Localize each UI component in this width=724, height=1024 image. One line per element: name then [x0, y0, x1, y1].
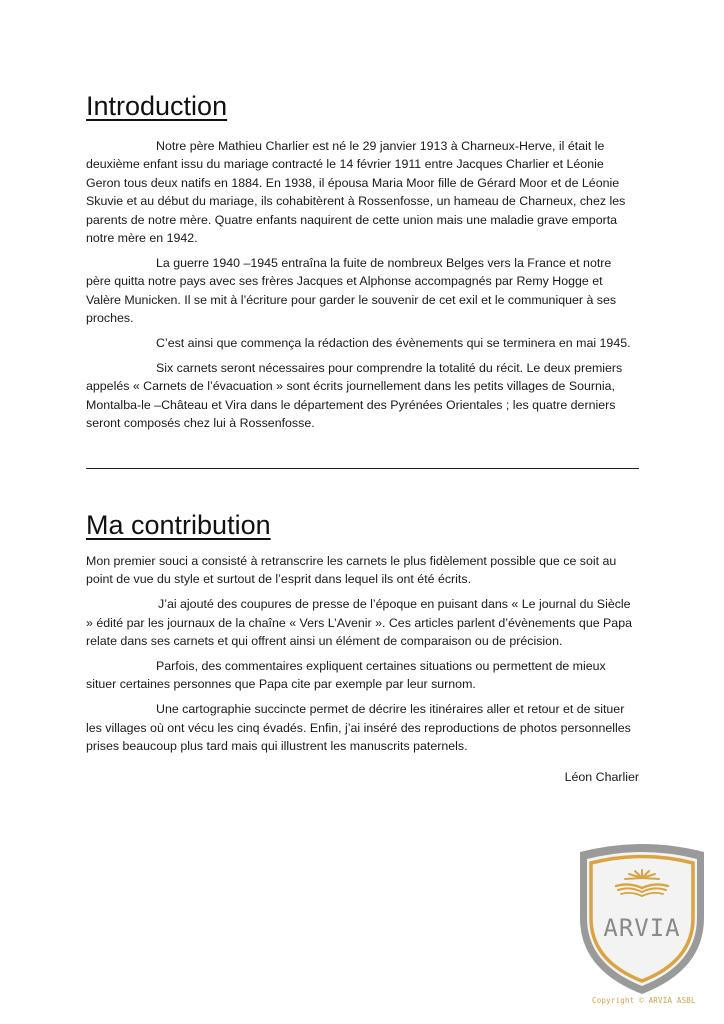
- signature: Léon Charlier: [564, 770, 639, 784]
- intro-paragraph-4: Six carnets seront nécessaires pour comprendre la totalité du récit. Le deux premiers appelés « Carnets de l’évacuation » sont écrits journellement dans les petits villages de Sournia, Montalba-le –Château et Vira dans le département des Pyrénées Orientales ; les quatre derniers seront composés chez lui à Rossenfosse.: [86, 360, 623, 431]
- copyright-notice: Copyright © ARVIA ASBL: [592, 996, 696, 1005]
- intro-body: [86, 137, 639, 439]
- contribution-body: [86, 552, 639, 762]
- contribution-paragraph-1: Mon premier souci a consisté à retranscrire les carnets le plus fidèlement possible que ce soit au point de vue du style et surtout de l’esprit dans lequel ils ont été écrits.: [86, 554, 617, 587]
- contribution-paragraph-4: Une cartographie succincte permet de décrire les itinéraires aller et retour et de situer les villages où ont vécu les cinq évadés. Enfin, j’ai inséré des reproductions de photos personnelles prises beaucoup plus tard mais qui illustrent les manuscrits paternels.: [86, 702, 631, 754]
- contribution-heading: Ma contribution: [86, 510, 271, 540]
- intro-paragraph-3: C’est ainsi que commença la rédaction des évènements qui se terminera en mai 1945.: [156, 336, 631, 351]
- intro-heading: Introduction: [86, 91, 228, 121]
- arvia-logo: [572, 842, 712, 1002]
- contribution-paragraph-2: J’ai ajouté des coupures de presse de l’époque en puisant dans « Le journal du Siècle » édité par les journaux de la chaîne « Vers L’Avenir ». Ces articles parlent d’évènements que Papa relate dans ses carnets et qui offrent ainsi un élément de comparaison ou de précision.: [86, 597, 632, 649]
- arvia-shield-emblem: [572, 842, 712, 1002]
- intro-paragraph-2: La guerre 1940 –1945 entraîna la fuite de nombreux Belges vers la France et notre père quitta notre pays avec ses frères Jacques et Alphonse accompagnés par Remy Hogge et Valère Municken. Il se mit à l’écriture pour garder le souvenir de cet exil et le communiquer à ses proches.: [86, 255, 617, 326]
- intro-paragraph-1: Notre père Mathieu Charlier est né le 29 janvier 1913 à Charneux-Herve, il était le deuxième enfant issu du mariage contracté le 14 février 1911 entre Jacques Charlier et Léonie Geron tous deux natifs en 1884. En 1938, il épousa Maria Moor fille de Gérard Moor et de Léonie Skuvie et au début du mariage, ils cohabitèrent à Rossenfosse, un hameau de Charneux, chez les parents de notre mère. Quatre enfants naquirent de cette union mais une maladie grave emporta notre mère en 1942.: [86, 139, 626, 246]
- arvia-logo-text: ARVIA: [603, 914, 681, 942]
- contribution-paragraph-3: Parfois, des commentaires expliquent certaines situations ou permettent de mieux situer certaines personnes que Papa cite par exemple par leur surnom.: [86, 659, 606, 692]
- section-divider: [86, 468, 639, 469]
